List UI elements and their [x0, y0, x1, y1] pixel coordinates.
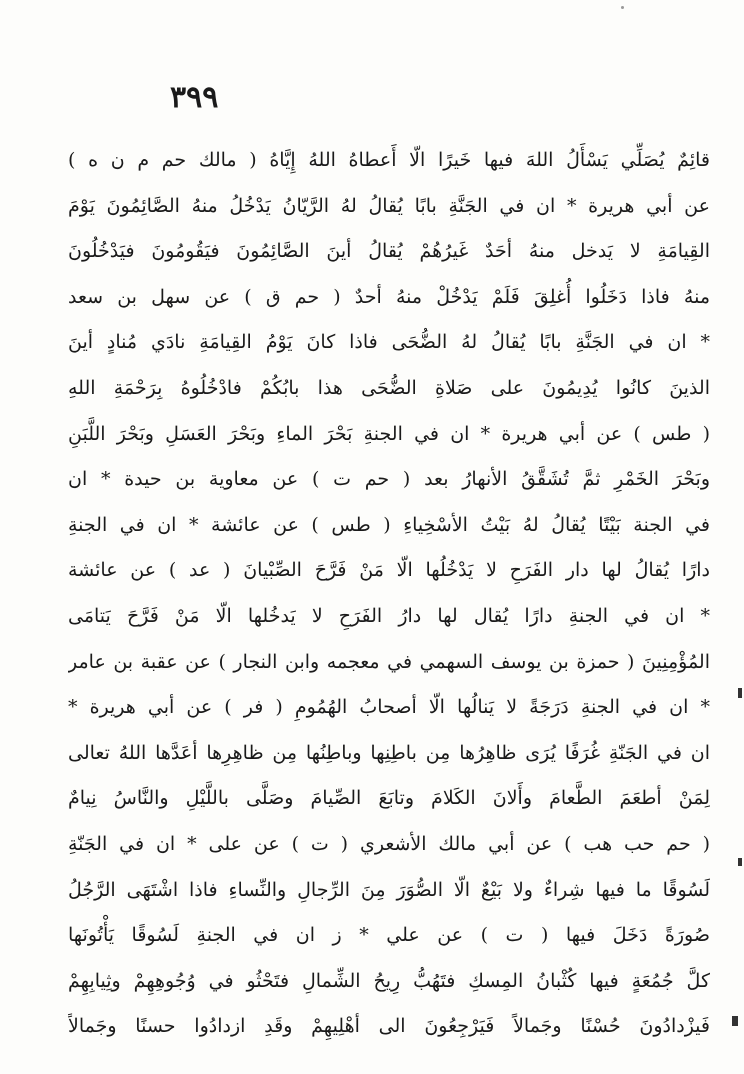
scan-speck	[621, 6, 624, 9]
page-number: ٣٩٩	[170, 80, 219, 115]
text-line: دارًا يُقالُ لها دار الفَرَحِ لا يَدْخُلُها الّا مَنْ فَرَّحَ الصِّبْيانَ ( عد ) عن عائشة	[68, 559, 710, 582]
text-line: منهُ فاذا دَخَلُوا أُغلِقَ فَلَمْ يَدْخُلْ منهُ أحدٌ ( حم ق ) عن سهل بن سعد	[68, 285, 710, 308]
text-line: ان في الجَنّةِ غُرَفًا يُرَى ظاهِرُها مِن باطِنِها وباطِنُها مِن ظاهِرِها أعَدَّها اللهُ تعالى	[68, 741, 710, 764]
text-line: ( طس ) عن أبي هريرة * ان في الجنةِ بَحْرَ الماءِ وبَحْرَ العَسَلِ وبَحْرَ اللَّبَنِ	[68, 422, 710, 445]
margin-mark	[738, 858, 742, 866]
margin-mark	[732, 1016, 738, 1026]
text-line: لَسُوقًا ما فيها شِراءٌ ولا بَيْعٌ الّا الصُّوَرَ مِنَ الرِّجالِ والنِّساءِ فاذا اشْتَهَى الرَّجُلُ	[68, 878, 710, 901]
margin-mark	[738, 688, 742, 698]
text-line: المُؤْمِنِينَ ( حمزة بن يوسف السهمي في معجمه وابن النجار ) عن عقبة بن عامر	[68, 650, 710, 673]
text-line: صُورَةً دَخَلَ فيها ( ت ) عن علي * ز ان في الجنةِ لَسُوقًا يَأْتُونَها	[68, 924, 710, 947]
text-line: * ان في الجنةِ دَرَجَةً لا يَنالُها الّا أصحابُ الهُمُومِ ( فر ) عن أبي هريرة *	[68, 696, 710, 719]
text-line: لِمَنْ أطعَمَ الطَّعامَ وأَلانَ الكَلامَ وتابَعَ الصِّيامَ وصَلَّى باللَّيْلِ والنَّاسُ نِيامٌ	[68, 787, 710, 810]
text-line: * ان في الجَنَّةِ بابًا يُقالُ لهُ الضُّحَى فاذا كانَ يَوْمُ القِيامَةِ نادَي مُنادٍ أينَ	[68, 331, 710, 354]
text-line: * ان في الجنةِ دارًا يُقال لها دارُ الفَرَحِ لا يَدخُلها الّا مَنْ فَرَّحَ يَتامَى	[68, 604, 710, 627]
text-line: في الجنة بَيْتًا يُقالُ لهُ بَيْتُ الأسْخِياءِ ( طس ) عن عائشة * ان في الجنةِ	[68, 513, 710, 536]
text-line: الذينَ كانُوا يُدِيمُونَ على صَلاةِ الضُّحَى هذا بابُكُمْ فادْخُلُوهُ بِرَحْمَةِ اللهِ	[68, 376, 710, 399]
text-line: ( حم حب هب ) عن أبي مالك الأشعري ( ت ) عن على * ان في الجَنّةِ	[68, 832, 710, 855]
text-line: قائِمٌ يُصَلِّي يَسْأَلُ اللهَ فيها خَيرًا الّا أَعطاهُ اللهُ إِيَّاهُ ( مالك حم م ن ه )	[68, 149, 710, 171]
hadith-text-block	[68, 138, 710, 1050]
text-line: القِيامَةِ لا يَدخل منهُ أحَدٌ غَيرُهُمْ يُقالُ أينَ الصَّائِمُونَ فيَقُومُونَ فيَدْخُلُونَ	[68, 240, 710, 263]
text-line: عن أبي هريرة * ان في الجَنَّةِ بابًا يُقالُ لهُ الرَّيّانُ يَدْخُلُ منهُ الصَّائِمُونَ يَوْمَ	[68, 194, 710, 217]
text-line: كلَّ جُمُعَةٍ فيها كُثْبانُ المِسكِ فتَهُبُّ رِيحُ الشِّمالِ فتَحْثُو في وُجُوهِهِمْ وثِيابِهِمْ	[68, 969, 710, 992]
text-line: وبَحْرَ الخَمْرِ ثمَّ تُشَقَّقُ الأنهارُ بعد ( حم ت ) عن معاوية بن حيدة * ان	[68, 468, 710, 491]
text-line: فَيزْدادُونَ حُسْنًا وجَمالاً فَيَرْجِعُونَ الى أهْلِيهِمْ وقَدِ ازدادُوا حسنًا وجَمالاً	[68, 1015, 710, 1038]
